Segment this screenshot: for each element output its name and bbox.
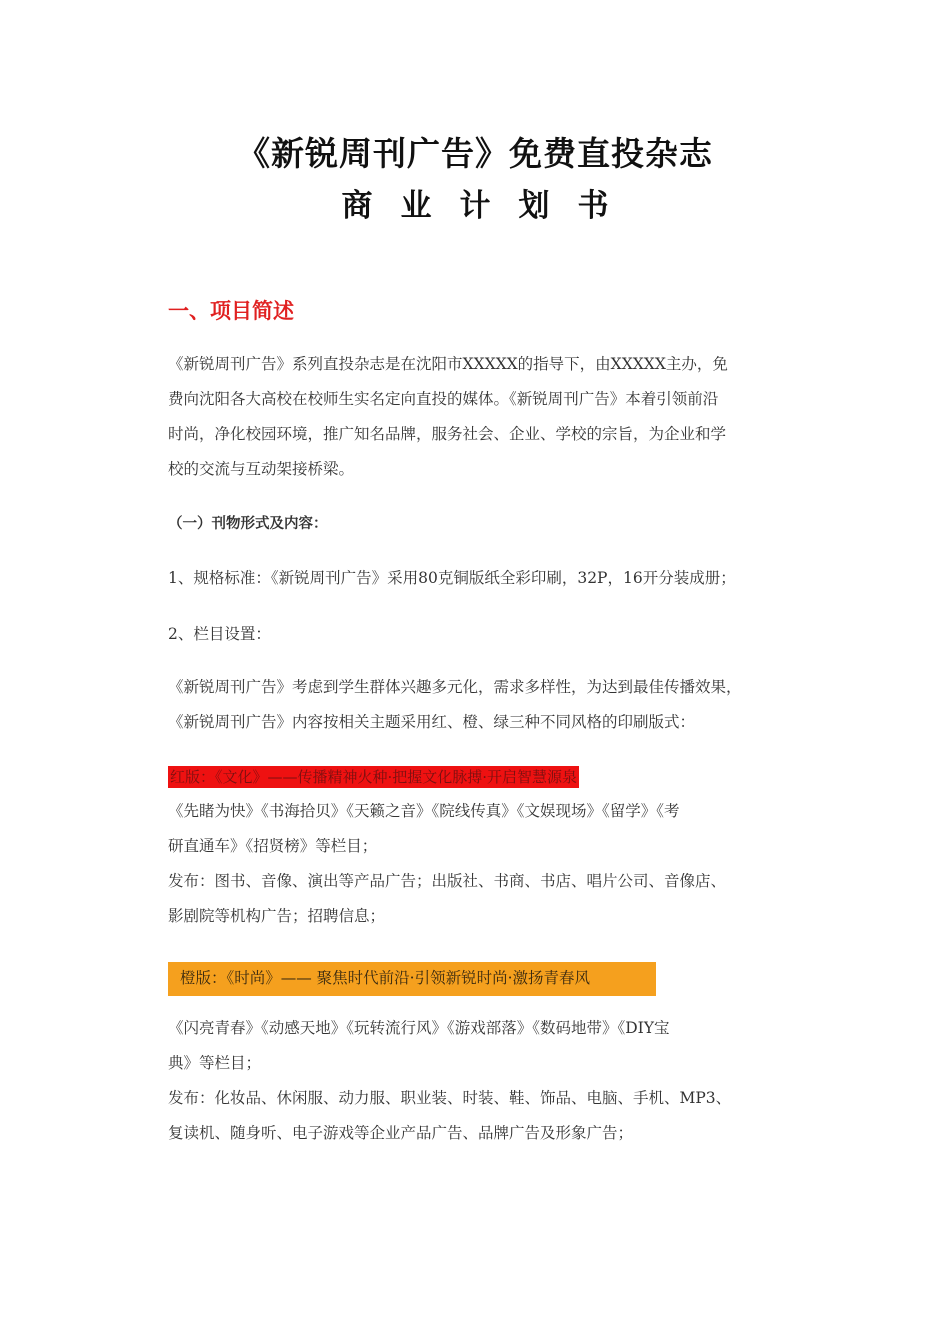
orange-edition-line: 发布：化妆品、休闲服、动力服、职业装、时装、鞋、饰品、电脑、手机、MP3、 — [168, 1089, 732, 1107]
red-edition-banner: 红版：《文化》——传播精神火种·把握文化脉搏·开启智慧源泉 — [170, 768, 578, 786]
orange-edition-line: 典》等栏目； — [168, 1054, 262, 1072]
section-heading-project-overview: 一、项目简述 — [168, 299, 294, 323]
orange-edition-banner-text: 橙版：《时尚》—— 聚焦时代前沿·引领新锐时尚·激扬青春风 — [180, 969, 591, 987]
intro-line: 时尚，净化校园环境，推广知名品牌，服务社会、企业、学校的宗旨，为企业和学 — [168, 425, 727, 443]
orange-edition-banner — [168, 962, 656, 996]
columns-line: 《新锐周刊广告》内容按相关主题采用红、橙、绿三种不同风格的印刷版式： — [168, 713, 696, 731]
columns-paragraph — [168, 670, 793, 740]
item-spec-standard: 1、规格标准：《新锐周刊广告》采用80克铜版纸全彩印刷，32P，16开分装成册； — [168, 569, 736, 587]
subheading-publication-format: （一）刊物形式及内容： — [168, 516, 328, 532]
red-edition-line: 《先睹为快》《书海拾贝》《天籁之音》《院线传真》《文娱现场》《留学》《考 — [168, 802, 680, 820]
document-subtitle: 商业计划书 — [341, 188, 637, 224]
intro-line: 费向沈阳各大高校在校师生实名定向直投的媒体。《新锐周刊广告》本着引领前沿 — [168, 390, 719, 408]
item-column-setup: 2、栏目设置： — [168, 625, 271, 643]
columns-line: 《新锐周刊广告》考虑到学生群体兴趣多元化，需求多样性，为达到最佳传播效果， — [168, 678, 742, 696]
red-edition-line: 发布：图书、音像、演出等产品广告；出版社、书商、书店、唱片公司、音像店、 — [168, 872, 727, 890]
red-edition-line: 研直通车》《招贤榜》等栏目； — [168, 837, 378, 855]
intro-line: 《新锐周刊广告》系列直投杂志是在沈阳市XXXXX的指导下，由XXXXX主办，免 — [168, 355, 728, 373]
orange-edition-paragraph — [168, 1011, 793, 1151]
orange-edition-line: 《闪亮青春》《动感天地》《玩转流行风》《游戏部落》《数码地带》《DIY宝 — [168, 1019, 670, 1037]
red-edition-line: 影剧院等机构广告；招聘信息； — [168, 907, 386, 925]
red-edition-paragraph — [168, 794, 793, 934]
document-title: 《新锐周刊广告》免费直投杂志 — [237, 134, 713, 173]
orange-edition-line: 复读机、随身听、电子游戏等企业产品广告、品牌广告及形象广告； — [168, 1124, 634, 1142]
intro-paragraph — [168, 347, 793, 487]
intro-line: 校的交流与互动架接桥梁。 — [168, 460, 355, 478]
